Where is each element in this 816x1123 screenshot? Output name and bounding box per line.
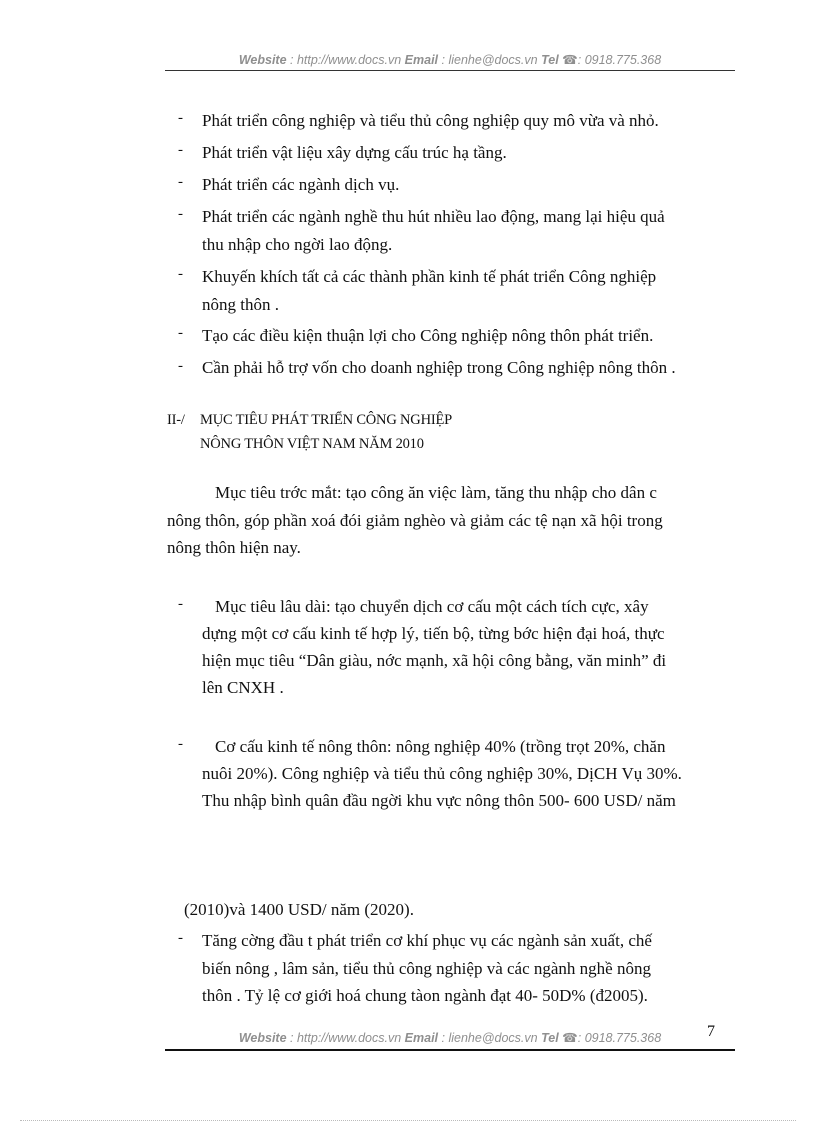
dash-1: - — [178, 110, 183, 126]
dash-5: - — [178, 266, 183, 282]
header-rule — [165, 70, 735, 71]
bullet-text: Phát triển các ngành dịch vụ. — [202, 175, 400, 194]
bullet-text: nuôi 20%). Công nghiệp và tiểu thủ công nghiệp 30%, DịCH Vụ 30%. — [202, 764, 682, 783]
tel-label: Tel — [541, 53, 559, 67]
tel-number: : 0918.775.368 — [577, 1031, 662, 1045]
dash-6: - — [178, 325, 183, 341]
bullet-text: dựng một cơ cấu kinh tế hợp lý, tiến bộ, từng bớc hiện đại hoá, thực — [202, 624, 665, 643]
bullet-text: Phát triển công nghiệp và tiểu thủ công nghiệp quy mô vừa và nhỏ. — [202, 111, 659, 130]
email-address[interactable]: : lienhe@docs.vn — [441, 1031, 538, 1045]
tel-number: : 0918.775.368 — [577, 53, 662, 67]
paragraph-line: nông thôn, góp phần xoá đói giảm nghèo và giảm các tệ nạn xã hội trong — [167, 511, 663, 530]
bullet-text: nông thôn . — [202, 295, 279, 314]
bullet-text: Thu nhập bình quân đầu ngời khu vực nông thôn 500- 600 USD/ năm — [202, 791, 676, 810]
page-edge-divider — [20, 1120, 796, 1121]
continuation-line: (2010)và 1400 USD/ năm (2020). — [184, 900, 414, 919]
website-url[interactable]: : http://www.docs.vn — [290, 1031, 402, 1045]
bullet-text: Phát triển các ngành nghề thu hút nhiều lao động, mang lại hiệu quả — [202, 207, 665, 226]
dash-7: - — [178, 358, 183, 374]
paragraph-line: Mục tiêu trớc mắt: tạo công ăn việc làm, tăng thu nhập cho dân c — [215, 483, 657, 502]
dash-10: - — [178, 930, 183, 946]
phone-icon: ☎ — [562, 1031, 578, 1045]
page-number: 7 — [707, 1023, 715, 1040]
website-url[interactable]: : http://www.docs.vn — [290, 53, 402, 67]
email-label: Email — [404, 1031, 439, 1045]
bullet-text: Phát triển vật liệu xây dựng cấu trúc hạ tầng. — [202, 143, 507, 162]
section-number: II-/ — [167, 412, 185, 428]
bullet-text: hiện mục tiêu “Dân giàu, nớc mạnh, xã hội công bằng, văn minh” đi — [202, 651, 667, 670]
bullet-text: thôn . Tỷ lệ cơ giới hoá chung tàon ngành đạt 40- 50D% (đ2005). — [202, 986, 648, 1005]
section-title-line2: NÔNG THÔN VIỆT NAM NĂM 2010 — [200, 436, 424, 452]
bullet-text: lên CNXH . — [202, 678, 284, 697]
website-label: Website — [238, 53, 287, 67]
bullet-text: Cơ cấu kinh tế nông thôn: nông nghiệp 40% (trồng trọt 20%, chăn — [215, 737, 666, 756]
bullet-text: biến nông , lâm sản, tiểu thủ công nghiệp và các ngành nghề nông — [202, 959, 651, 978]
email-address[interactable]: : lienhe@docs.vn — [441, 53, 538, 67]
tel-label: Tel — [541, 1031, 559, 1045]
dash-3: - — [178, 174, 183, 190]
paragraph-line: nông thôn hiện nay. — [167, 538, 301, 557]
dash-8: - — [178, 596, 183, 612]
bullet-text: Cần phải hỗ trợ vốn cho doanh nghiệp trong Công nghiệp nông thôn . — [202, 358, 676, 377]
bullet-text: thu nhập cho ngời lao động. — [202, 235, 393, 254]
bullet-text: Tăng cờng đầu t phát triển cơ khí phục vụ các ngành sản xuất, chế — [202, 931, 652, 950]
bullet-text: Mục tiêu lâu dài: tạo chuyển dịch cơ cấu một cách tích cực, xây — [215, 597, 649, 616]
dash-4: - — [178, 206, 183, 222]
dash-9: - — [178, 736, 183, 752]
website-label: Website — [238, 1031, 287, 1045]
page-header — [165, 52, 735, 67]
bullet-text: Khuyến khích tất cả các thành phần kinh tế phát triển Công nghiệp — [202, 267, 657, 286]
footer-rule — [165, 1049, 735, 1051]
page-footer — [165, 1030, 735, 1045]
email-label: Email — [404, 53, 439, 67]
dash-2: - — [178, 142, 183, 158]
phone-icon: ☎ — [562, 53, 578, 67]
section-title-line1: MỤC TIÊU PHÁT TRIỂN CÔNG NGHIỆP — [200, 412, 452, 428]
bullet-text: Tạo các điều kiện thuận lợi cho Công nghiệp nông thôn phát triển. — [202, 326, 654, 345]
